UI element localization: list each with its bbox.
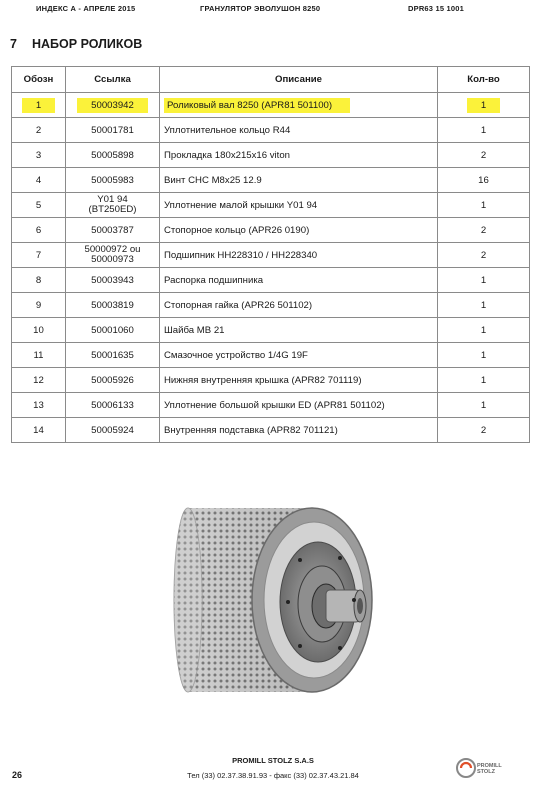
header-title: ГРАНУЛЯТОР ЭВОЛУШОН 8250	[200, 4, 321, 13]
table-row	[12, 393, 530, 418]
col-header-ref: Ссылка	[66, 67, 160, 93]
desc-cell: Стопорная гайка (APR26 501102)	[160, 293, 438, 318]
ref-cell: 50003942	[77, 98, 148, 113]
ref-cell: 50003787	[66, 218, 160, 243]
pos-cell: 5	[12, 193, 66, 218]
qty-cell: 1	[438, 268, 530, 293]
table-row	[12, 368, 530, 393]
ref-line-2: (BT250ED)	[88, 204, 137, 215]
table-row	[12, 218, 530, 243]
pos-cell: 6	[12, 218, 66, 243]
pos-cell: 4	[12, 168, 66, 193]
desc-cell: Уплотнение большой крышки ED (APR81 501102)	[160, 393, 438, 418]
pos-cell: 10	[12, 318, 66, 343]
desc-cell: Прокладка 180x215x16 viton	[160, 143, 438, 168]
desc-cell: Роликовый вал 8250 (APR81 501100)	[164, 98, 350, 113]
parts-table	[11, 66, 530, 443]
ref-line-1: Y01 94	[97, 194, 128, 205]
ref-line-1: 50000972 ou	[84, 244, 141, 255]
footer-contact: Тел (33) 02.37.38.91.93 - факс (33) 02.37.43.21.84	[187, 771, 359, 780]
qty-cell: 2	[438, 218, 530, 243]
ref-cell: 50005898	[66, 143, 160, 168]
ref-cell: 50001781	[66, 118, 160, 143]
header-index: ИНДЕКС А - АПРЕЛЕ 2015	[36, 4, 136, 13]
qty-cell: 1	[438, 393, 530, 418]
qty-cell: 1	[438, 293, 530, 318]
page-number: 26	[12, 770, 23, 780]
table-row	[12, 118, 530, 143]
table-row	[12, 318, 530, 343]
pos-cell: 7	[12, 243, 66, 268]
table-row	[12, 168, 530, 193]
qty-cell: 1	[438, 368, 530, 393]
ref-cell: 50001060	[66, 318, 160, 343]
table-row	[12, 93, 530, 118]
ref-cell	[66, 243, 160, 268]
col-header-pos: Обозн	[12, 67, 66, 93]
pos-cell: 14	[12, 418, 66, 443]
pos-cell: 12	[12, 368, 66, 393]
ref-cell: 50006133	[66, 393, 160, 418]
ref-cell: 50005926	[66, 368, 160, 393]
qty-cell: 1	[438, 343, 530, 368]
table-row	[12, 243, 530, 268]
section-title: НАБОР РОЛИКОВ	[32, 37, 143, 51]
qty-cell: 1	[467, 98, 500, 113]
pos-cell: 9	[12, 293, 66, 318]
logo-text-line1: PROMILL	[477, 763, 502, 769]
col-header-desc: Описание	[160, 67, 438, 93]
desc-cell: Уплотнение малой крышки Y01 94	[160, 193, 438, 218]
promill-stolz-logo	[455, 757, 505, 779]
qty-cell: 1	[438, 118, 530, 143]
pos-cell: 3	[12, 143, 66, 168]
table-row	[12, 293, 530, 318]
ref-line-2: 50000973	[91, 254, 134, 265]
desc-cell: Распорка подшипника	[160, 268, 438, 293]
ref-cell: 50005983	[66, 168, 160, 193]
desc-cell: Нижняя внутренняя крышка (APR82 701119)	[160, 368, 438, 393]
desc-cell: Внутренняя подставка (APR82 701121)	[160, 418, 438, 443]
qty-cell: 2	[438, 243, 530, 268]
table-header-row	[12, 67, 530, 93]
section-heading	[10, 37, 142, 51]
footer-company: PROMILL STOLZ S.A.S	[232, 756, 314, 765]
desc-cell: Уплотнительное кольцо R44	[160, 118, 438, 143]
desc-cell: Стопорное кольцо (APR26 0190)	[160, 218, 438, 243]
ref-cell: 50003943	[66, 268, 160, 293]
section-number: 7	[10, 37, 17, 51]
roller-assembly-image	[140, 480, 400, 720]
header-doc-code: DPR63 15 1001	[408, 4, 464, 13]
pos-cell: 1	[22, 98, 55, 113]
qty-cell: 16	[438, 168, 530, 193]
pos-cell: 11	[12, 343, 66, 368]
roller-illustration	[140, 480, 400, 720]
desc-cell: Шайба MB 21	[160, 318, 438, 343]
qty-cell: 1	[438, 318, 530, 343]
ref-cell: 50005924	[66, 418, 160, 443]
table-row	[12, 418, 530, 443]
ref-cell: 50001635	[66, 343, 160, 368]
desc-cell: Винт CHC M8x25 12.9	[160, 168, 438, 193]
ref-cell	[66, 193, 160, 218]
table-row	[12, 343, 530, 368]
col-header-qty: Кол-во	[438, 67, 530, 93]
table-row	[12, 193, 530, 218]
desc-cell: Смазочное устройство 1/4G 19F	[160, 343, 438, 368]
table-row	[12, 268, 530, 293]
table-row	[12, 143, 530, 168]
pos-cell: 8	[12, 268, 66, 293]
ref-cell: 50003819	[66, 293, 160, 318]
logo-text-line2: STOLZ	[477, 769, 495, 775]
desc-cell: Подшипник HH228310 / HH228340	[160, 243, 438, 268]
pos-cell: 2	[12, 118, 66, 143]
pos-cell: 13	[12, 393, 66, 418]
qty-cell: 2	[438, 418, 530, 443]
qty-cell: 1	[438, 193, 530, 218]
qty-cell: 2	[438, 143, 530, 168]
